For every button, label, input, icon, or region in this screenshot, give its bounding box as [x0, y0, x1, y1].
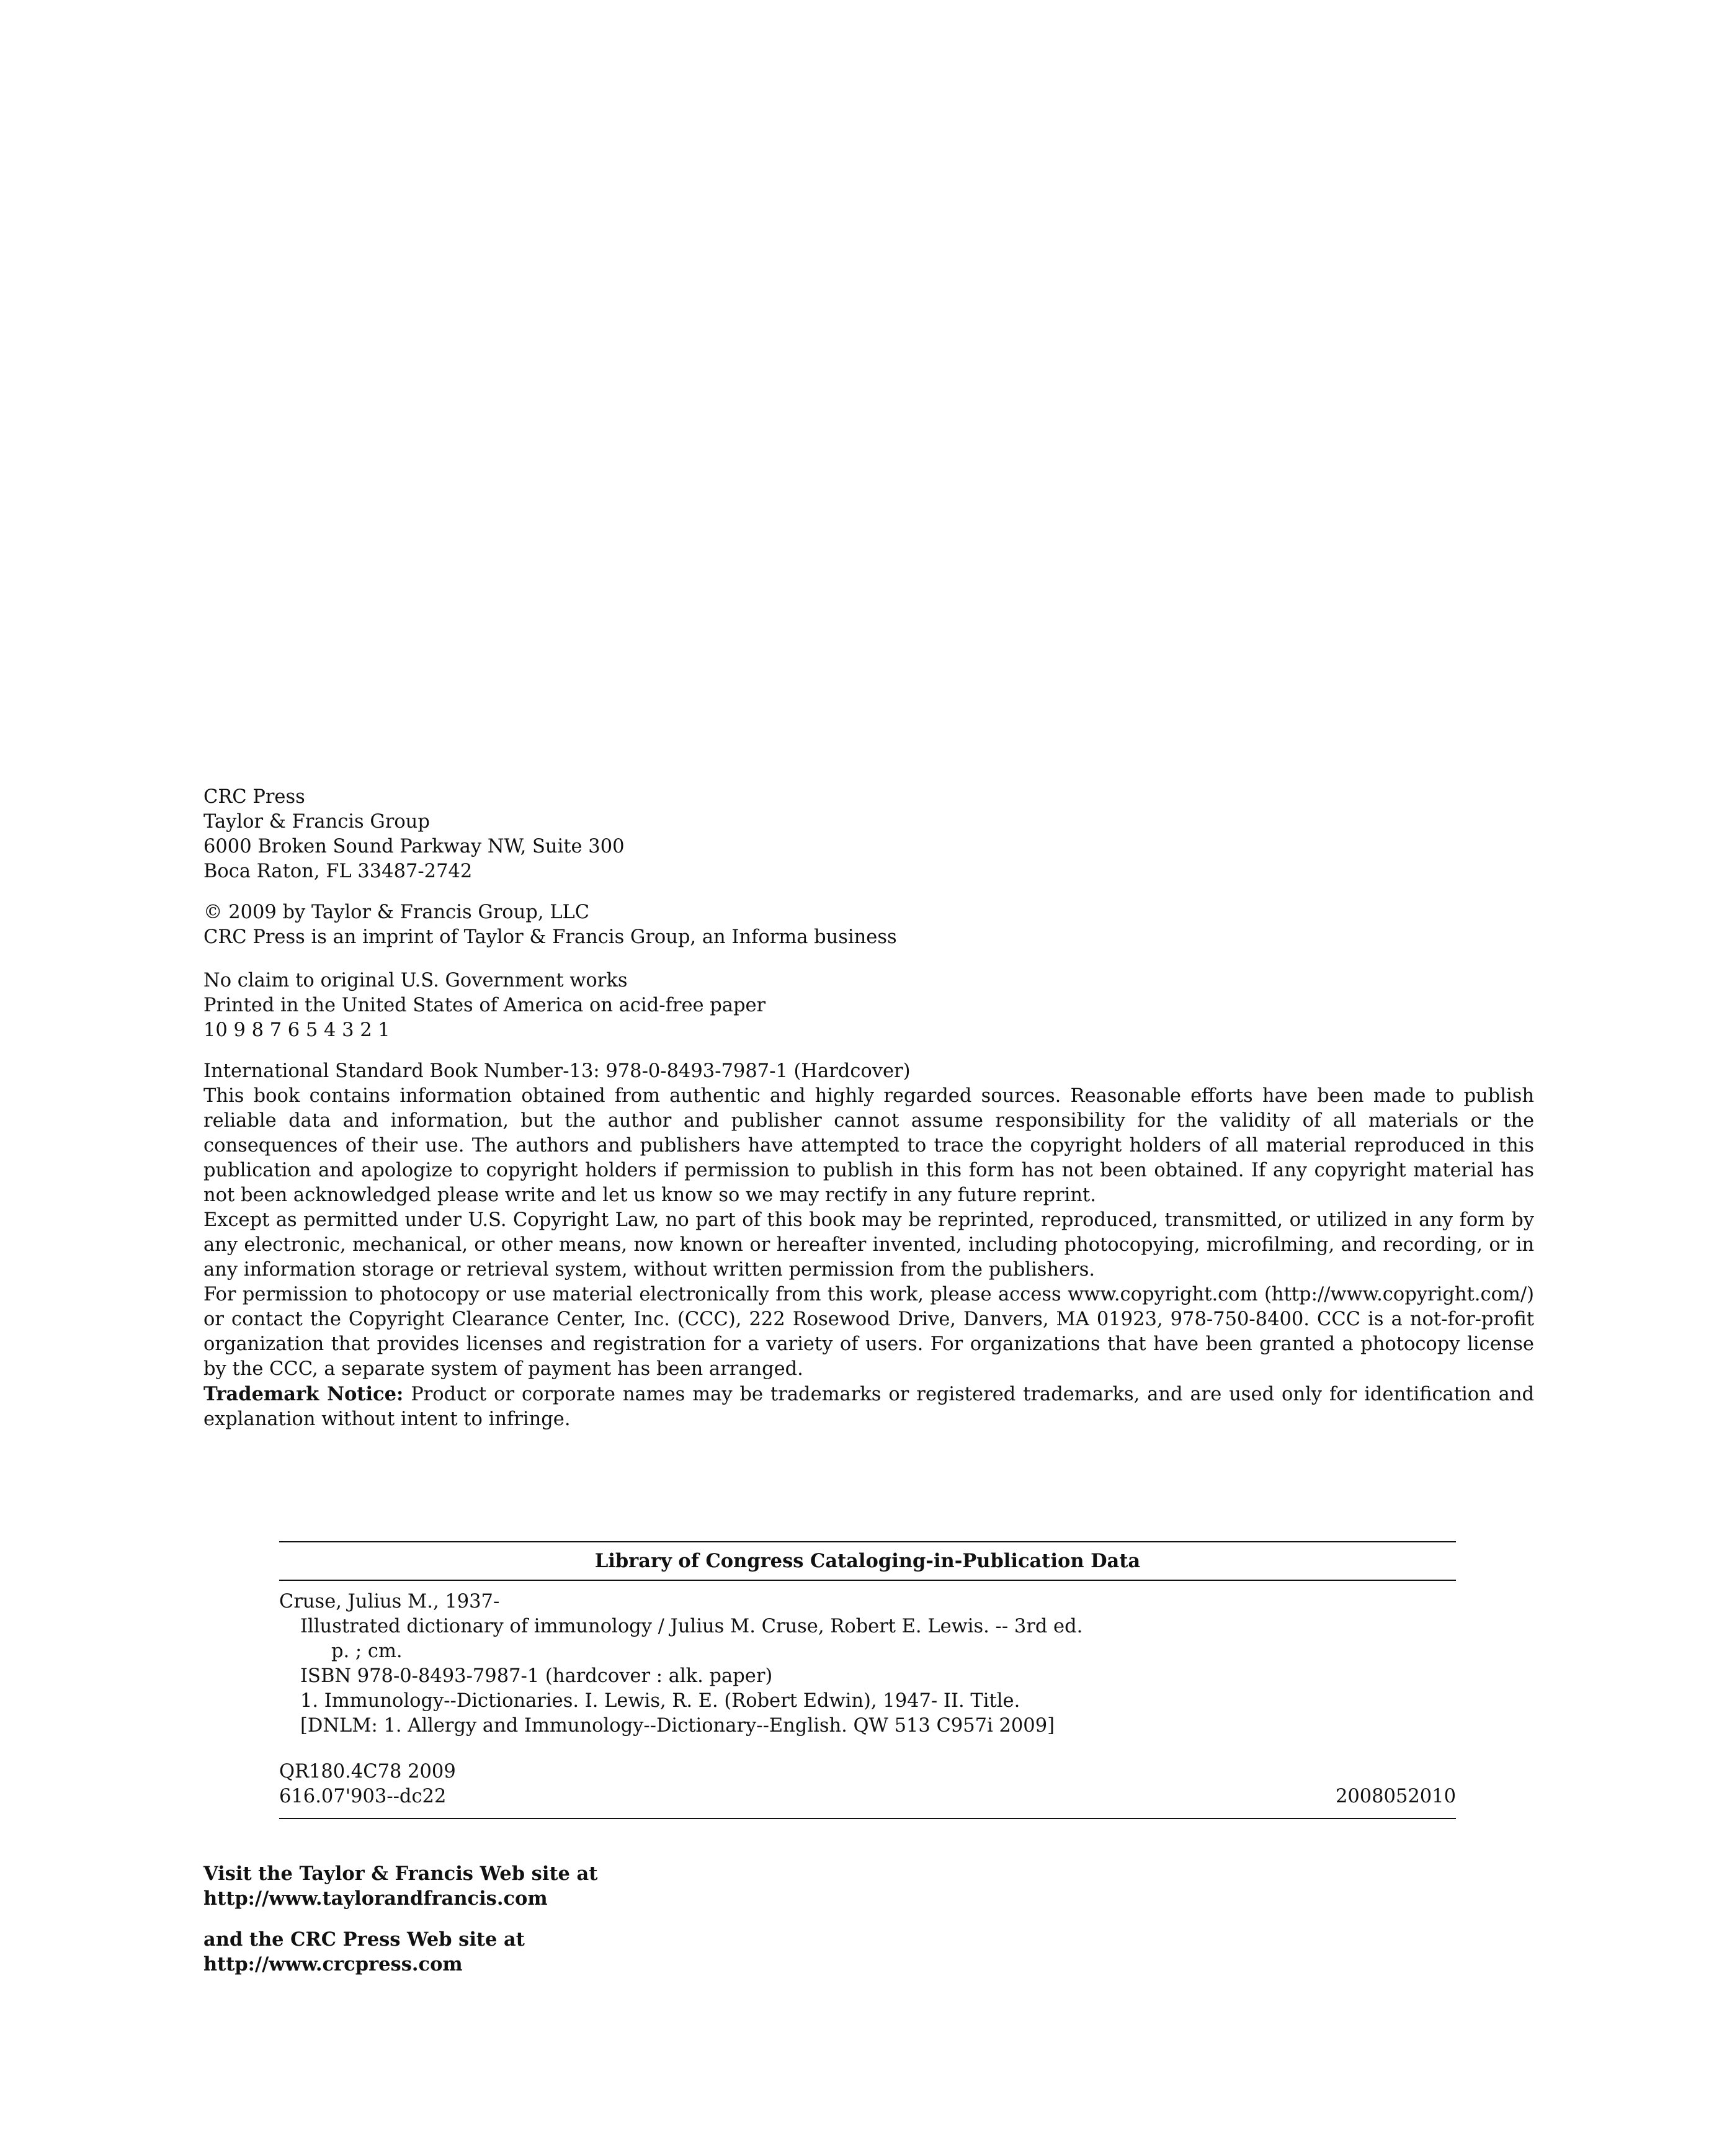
copyright-line: © 2009 by Taylor & Francis Group, LLC [203, 901, 590, 923]
isbn-line: International Standard Book Number-13: 978-0-8493-7987-1 (Hardcover) [203, 1060, 911, 1082]
cip-lccn: 2008052010 [1335, 1786, 1456, 1807]
trademark-label: Trademark Notice: [203, 1383, 404, 1405]
cip-isbn: ISBN 978-0-8493-7987-1 (hardcover : alk. paper) [300, 1665, 773, 1687]
imprint-line: CRC Press is an imprint of Taylor & Francis Group, an Informa business [203, 926, 897, 948]
permission-paragraph: For permission to photocopy or use material electronically from this work, please access www.copyright.com (http://www.copyright.com/) or contact the Copyright Clearance Center, Inc. (CCC), 222 Rosewood Drive, Danvers, MA 01923, 978-750-8400. CCC is a not-for-profit organization that provides licenses and registration for a variety of users. For organizations that have been granted a photocopy license by the CCC, a separate system of payment has been arranged. [203, 1284, 1534, 1380]
cip-dewey: 616.07'903--dc22 [279, 1786, 447, 1807]
cip-dnlm: [DNLM: 1. Allergy and Immunology--Dictionary--English. QW 513 C957i 2009] [300, 1715, 1055, 1737]
cip-call-number: QR180.4C78 2009 [279, 1761, 456, 1783]
crc-site-label: and the CRC Press Web site at [203, 1928, 525, 1951]
publisher-street: 6000 Broken Sound Parkway NW, Suite 300 [203, 836, 625, 857]
printing-number-line: 10 9 8 7 6 5 4 3 2 1 [203, 1019, 390, 1041]
web-sites-block [203, 1861, 597, 1977]
copyright-law-paragraph: Except as permitted under U.S. Copyright Law, no part of this book may be reprinted, reproduced, transmitted, or utilized in any form by any electronic, mechanical, or other means, now known or hereafter invented, including photocopying, microfilming, and recording, or in any information storage or retrieval system, without written permission from the publishers. [203, 1209, 1534, 1281]
copyright-page-body [203, 785, 1534, 1432]
cip-record [279, 1590, 1456, 1809]
publisher-city: Boca Raton, FL 33487-2742 [203, 861, 473, 882]
cip-bottom-rule [279, 1818, 1456, 1819]
tf-site-label: Visit the Taylor & Francis Web site at [203, 1863, 598, 1885]
disclaimer-paragraph: This book contains information obtained from authentic and highly regarded sources. Reasonable efforts have been made to publish reliable data and information, but the author and publisher cannot assume responsibility for the validity of all materials or the consequences of their use. The authors and publishers have attempted to trace the copyright holders of all material reproduced in this publication and apologize to copyright holders if permission to publish in this form has not been obtained. If any copyright material has not been acknowledged please write and let us know so we may rectify in any future reprint. [203, 1085, 1534, 1206]
cip-classification [279, 1760, 1456, 1809]
copyright-notice [203, 900, 1534, 950]
publisher-group: Taylor & Francis Group [203, 811, 430, 833]
tf-site-url[interactable]: http://www.taylorandfrancis.com [203, 1887, 548, 1910]
trademark-paragraph [203, 1382, 1534, 1432]
cip-heading-rule [279, 1580, 1456, 1581]
cip-title: Illustrated dictionary of immunology / Julius M. Cruse, Robert E. Lewis. -- 3rd ed. [300, 1616, 1083, 1637]
printed-in-line: Printed in the United States of America on acid-free paper [203, 995, 766, 1016]
cip-physical: p. ; cm. [331, 1640, 403, 1662]
crc-site-url[interactable]: http://www.crcpress.com [203, 1953, 463, 1975]
cip-author: Cruse, Julius M., 1937- [279, 1591, 500, 1613]
publisher-address [203, 785, 1534, 884]
cip-subjects: 1. Immunology--Dictionaries. I. Lewis, R. E. (Robert Edwin), 1947- II. Title. [300, 1690, 1020, 1712]
trademark-text: Product or corporate names may be trademarks or registered trademarks, and are used only for identification and explanation without intent to infringe. [203, 1384, 1535, 1430]
publisher-name: CRC Press [203, 786, 305, 808]
printing-info [203, 968, 1534, 1043]
cip-heading: Library of Congress Cataloging-in-Publication Data [594, 1550, 1141, 1572]
isbn-block [203, 1059, 1534, 1084]
government-works-line: No claim to original U.S. Government works [203, 970, 628, 991]
cip-data-block [279, 1541, 1456, 1819]
